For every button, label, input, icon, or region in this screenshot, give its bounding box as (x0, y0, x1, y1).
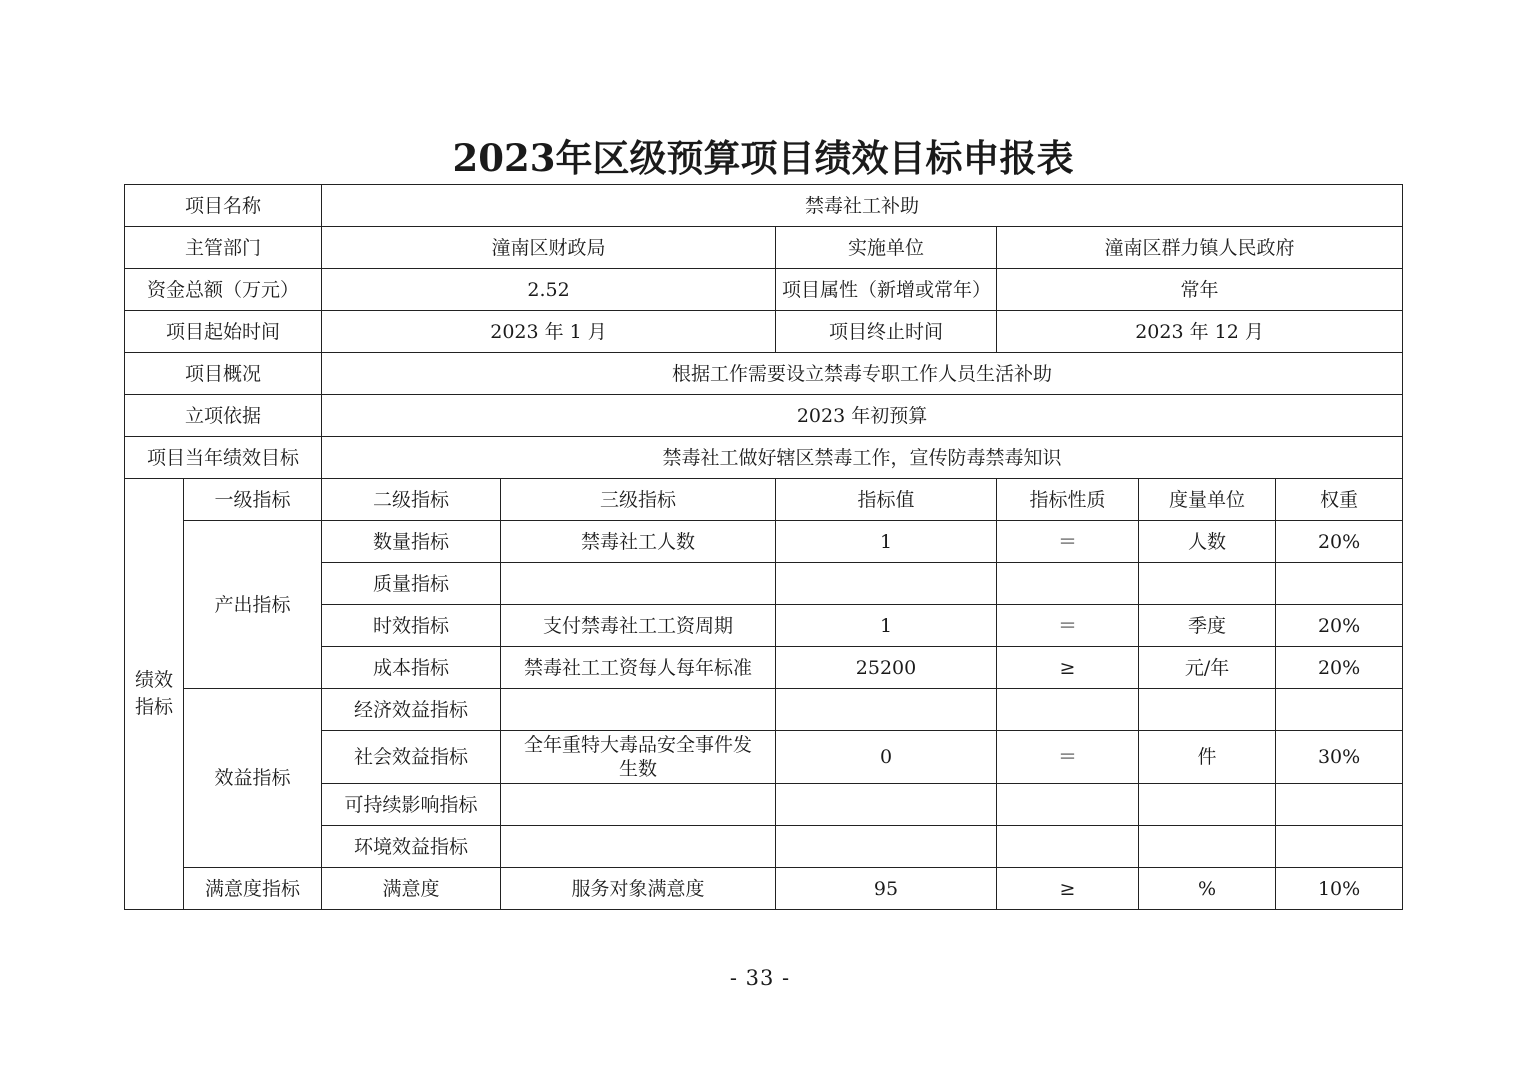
cell-nature: ≥ (997, 868, 1139, 910)
page-title: 2023年区级预算项目绩效目标申报表 (452, 136, 1074, 180)
cell-value (776, 563, 997, 605)
cell-level3: 全年重特大毒品安全事件发生数 (501, 731, 776, 784)
cell-value: 1 (776, 605, 997, 647)
row-time (125, 311, 1403, 353)
row-project-name (125, 185, 1403, 227)
cell-level2: 时效指标 (322, 605, 501, 647)
label-start-time: 项目起始时间 (125, 311, 322, 353)
label-project-name: 项目名称 (125, 185, 322, 227)
cell-level3: 支付禁毒社工工资周期 (501, 605, 776, 647)
label-attribute: 项目属性（新增或常年） (776, 269, 997, 311)
cell-level3 (501, 826, 776, 868)
label-basis: 立项依据 (125, 395, 322, 437)
table-row (125, 521, 1403, 563)
cell-level2: 数量指标 (322, 521, 501, 563)
performance-form-table (124, 184, 1403, 910)
value-start-time: 2023 年 1 月 (322, 311, 776, 353)
header-nature: 指标性质 (997, 479, 1139, 521)
row-indicator-headers (125, 479, 1403, 521)
cell-nature (997, 689, 1139, 731)
row-department (125, 227, 1403, 269)
cell-level2: 可持续影响指标 (322, 784, 501, 826)
row-funds (125, 269, 1403, 311)
cell-unit (1139, 689, 1276, 731)
header-level2: 二级指标 (322, 479, 501, 521)
header-unit: 度量单位 (1139, 479, 1276, 521)
header-weight: 权重 (1276, 479, 1403, 521)
label-perf-indicators: 绩效指标 (125, 479, 184, 910)
label-department: 主管部门 (125, 227, 322, 269)
cell-nature (997, 826, 1139, 868)
header-level1: 一级指标 (184, 479, 322, 521)
header-level3: 三级指标 (501, 479, 776, 521)
cell-weight: 20% (1276, 521, 1403, 563)
row-overview (125, 353, 1403, 395)
value-implementer: 潼南区群力镇人民政府 (997, 227, 1403, 269)
value-annual-goal: 禁毒社工做好辖区禁毒工作，宣传防毒禁毒知识 (322, 437, 1403, 479)
cell-level2: 环境效益指标 (322, 826, 501, 868)
table-row (125, 868, 1403, 910)
label-end-time: 项目终止时间 (776, 311, 997, 353)
cell-value: 1 (776, 521, 997, 563)
value-attribute: 常年 (997, 269, 1403, 311)
cell-value: 25200 (776, 647, 997, 689)
cell-unit (1139, 563, 1276, 605)
label-overview: 项目概况 (125, 353, 322, 395)
cell-value (776, 784, 997, 826)
cell-level3: 禁毒社工工资每人每年标准 (501, 647, 776, 689)
cell-unit (1139, 826, 1276, 868)
cell-nature: ＝ (997, 731, 1139, 784)
cell-value: 0 (776, 731, 997, 784)
cell-unit: 季度 (1139, 605, 1276, 647)
cell-level3 (501, 784, 776, 826)
cell-nature (997, 784, 1139, 826)
header-value: 指标值 (776, 479, 997, 521)
cell-value (776, 826, 997, 868)
value-end-time: 2023 年 12 月 (997, 311, 1403, 353)
cell-weight: 30% (1276, 731, 1403, 784)
value-basis: 2023 年初预算 (322, 395, 1403, 437)
cell-unit: % (1139, 868, 1276, 910)
cell-weight (1276, 826, 1403, 868)
group-output: 产出指标 (184, 521, 322, 689)
cell-nature: ＝ (997, 521, 1139, 563)
cell-weight (1276, 784, 1403, 826)
page-number: - 33 - (729, 966, 791, 990)
label-total-funds: 资金总额（万元） (125, 269, 322, 311)
label-implementer: 实施单位 (776, 227, 997, 269)
cell-weight: 20% (1276, 605, 1403, 647)
cell-weight: 20% (1276, 647, 1403, 689)
value-project-name: 禁毒社工补助 (322, 185, 1403, 227)
cell-weight (1276, 563, 1403, 605)
cell-level2: 经济效益指标 (322, 689, 501, 731)
value-department: 潼南区财政局 (322, 227, 776, 269)
value-overview: 根据工作需要设立禁毒专职工作人员生活补助 (322, 353, 1403, 395)
cell-value: 95 (776, 868, 997, 910)
group-benefit: 效益指标 (184, 689, 322, 868)
cell-unit: 件 (1139, 731, 1276, 784)
cell-unit: 元/年 (1139, 647, 1276, 689)
cell-level2: 成本指标 (322, 647, 501, 689)
cell-weight: 10% (1276, 868, 1403, 910)
row-basis (125, 395, 1403, 437)
cell-weight (1276, 689, 1403, 731)
cell-level2: 满意度 (322, 868, 501, 910)
cell-level2: 质量指标 (322, 563, 501, 605)
cell-nature: ＝ (997, 605, 1139, 647)
cell-level3 (501, 689, 776, 731)
cell-nature (997, 563, 1139, 605)
table-row (125, 689, 1403, 731)
cell-unit (1139, 784, 1276, 826)
cell-nature: ≥ (997, 647, 1139, 689)
value-total-funds: 2.52 (322, 269, 776, 311)
cell-level3: 服务对象满意度 (501, 868, 776, 910)
cell-level3: 禁毒社工人数 (501, 521, 776, 563)
cell-level2: 社会效益指标 (322, 731, 501, 784)
row-annual-goal (125, 437, 1403, 479)
cell-value (776, 689, 997, 731)
cell-unit: 人数 (1139, 521, 1276, 563)
label-annual-goal: 项目当年绩效目标 (125, 437, 322, 479)
group-satisfaction: 满意度指标 (184, 868, 322, 910)
cell-level3 (501, 563, 776, 605)
